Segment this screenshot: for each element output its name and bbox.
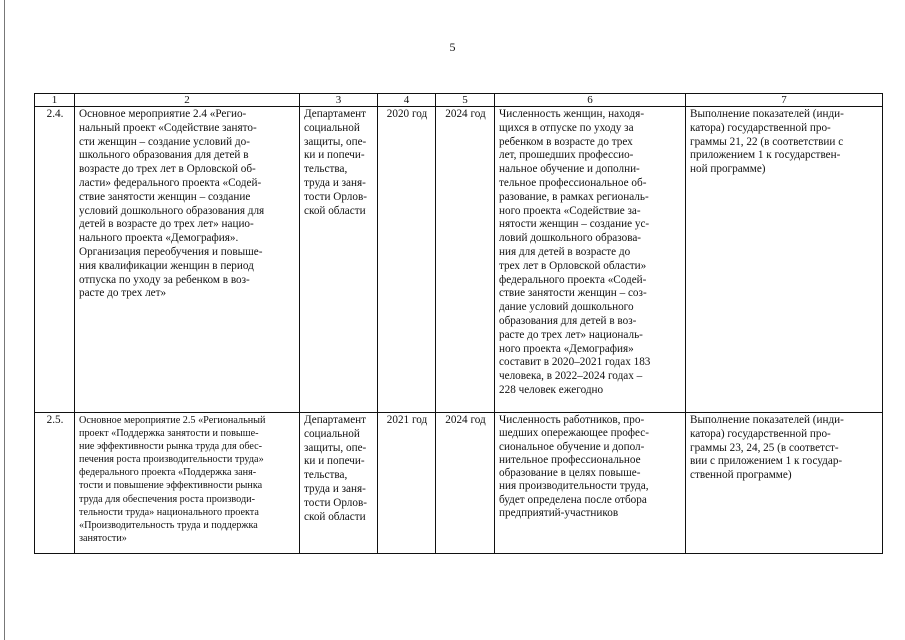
end-year-cell: 2024 год	[436, 107, 495, 413]
table-header-row	[35, 94, 883, 107]
start-year-cell: 2021 год	[378, 413, 436, 554]
expected-result-cell: Численность работников, про- шедших опережающее профес- сиональное обучение и допол- нительное профессиональное образование в целях повыше- ния производительности труда, будет определена после отбора предприятий-участников	[495, 413, 686, 554]
column-header: 6	[495, 94, 686, 107]
column-header: 7	[686, 94, 883, 107]
column-header: 3	[300, 94, 378, 107]
column-header: 5	[436, 94, 495, 107]
indicator-cell: Выполнение показателей (инди- катора) государственной про- граммы 21, 22 (в соответствии с приложением 1 к государствен- ной программе)	[686, 107, 883, 413]
item-number-cell: 2.5.	[35, 413, 75, 554]
executor-cell: Департамент социальной защиты, опе- ки и попечи- тельства, труда и заня- тости Орлов- ской области	[300, 413, 378, 554]
activity-name-cell: Основное мероприятие 2.4 «Регио- нальный проект «Содействие занято- сти женщин – создание условий до- школьного образования для детей в возрасте до трех лет в Орловской об- ласти» федерального проекта «Содей- ствие занятости женщин – создание условий дошкольного образования для детей в возрасте до трех лет» нацио- нального проекта «Демография». Организация переобучения и повыше- ния квалификации женщин в период отпуска по уходу за ребенком в воз- расте до трех лет»	[75, 107, 300, 413]
activity-name-cell: Основное мероприятие 2.5 «Региональный проект «Поддержка занятости и повыше- ние эффективности рынка труда для обес- печения роста производительности труда» федерального проекта «Поддержка заня- тости и повышение эффективности рынка труда для обеспечения роста производи- тельности труда» национального проекта «Производительность труда и поддержка занятости»	[75, 413, 300, 554]
page-edge-line	[4, 0, 5, 640]
column-header: 4	[378, 94, 436, 107]
end-year-cell: 2024 год	[436, 413, 495, 554]
start-year-cell: 2020 год	[378, 107, 436, 413]
table-row	[35, 413, 883, 554]
executor-cell: Департамент социальной защиты, опе- ки и попечи- тельства, труда и заня- тости Орлов- ской области	[300, 107, 378, 413]
expected-result-cell: Численность женщин, находя- щихся в отпуске по уходу за ребенком в возрасте до трех лет, прошедших профессио- нальное обучение и дополни- тельное профессиональное об- разование, в рамках региональ- ного проекта «Содействие за- нятости женщин – создание ус- ловий дошкольного образова- ния для детей в возрасте до трех лет в Орловской области» федерального проекта «Содей- ствие занятости женщин – соз- дание условий дошкольного образования для детей в воз- расте до трех лет» националь- ного проекта «Демография» составит в 2020–2021 годах 183 человека, в 2022–2024 годах – 228 человек ежегодно	[495, 107, 686, 413]
indicator-cell: Выполнение показателей (инди- катора) государственной про- граммы 23, 24, 25 (в соответст- вии с приложением 1 к государ- ственной программе)	[686, 413, 883, 554]
page-number: 5	[449, 40, 456, 54]
column-header: 1	[35, 94, 75, 107]
table-row	[35, 107, 883, 413]
program-activities-table	[34, 93, 883, 554]
column-header: 2	[75, 94, 300, 107]
item-number-cell: 2.4.	[35, 107, 75, 413]
